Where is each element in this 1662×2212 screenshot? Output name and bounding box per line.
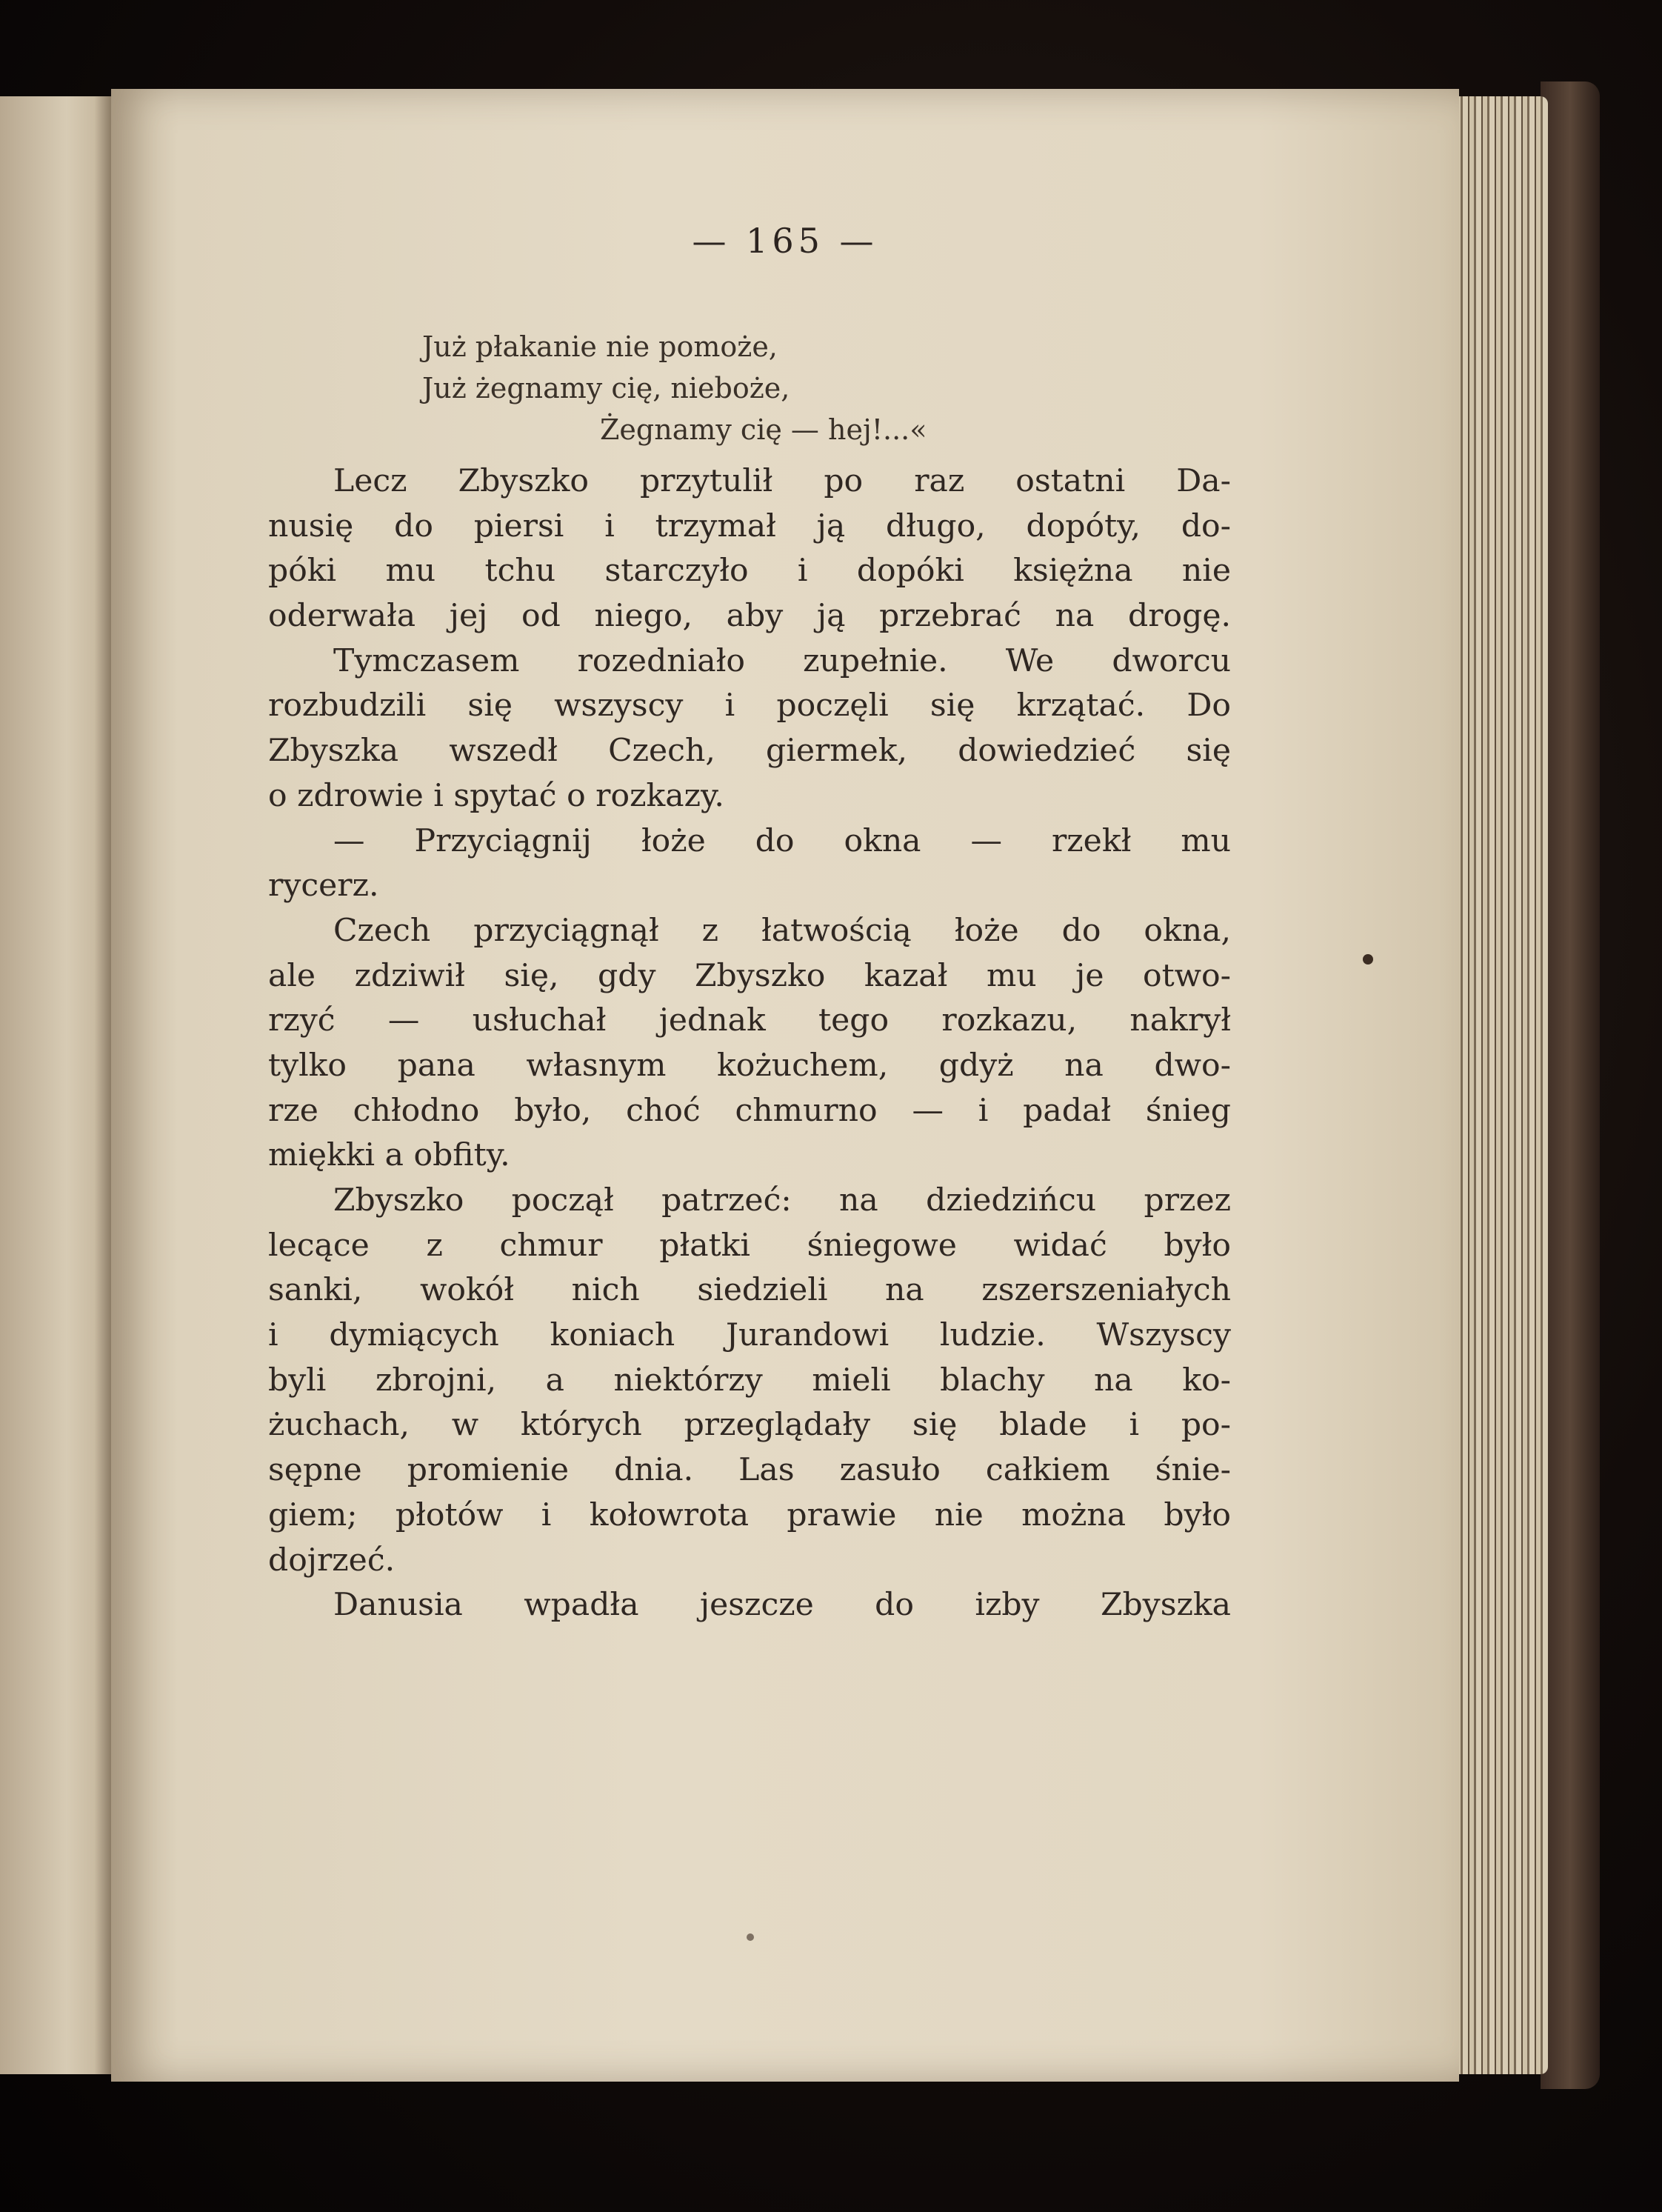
text-line: Danusia wpadła jeszcze do izby Zbyszka (333, 1587, 1231, 1624)
book-page (111, 89, 1459, 2082)
text-line: — Przyciągnij łoże do okna — rzekł mu (333, 822, 1231, 859)
poem-line: Już żegnamy cię, nieboże, (422, 372, 790, 404)
poem-verse (422, 326, 1237, 450)
text-line: Tymczasem rozedniało zupełnie. We dworcu (333, 642, 1231, 679)
text-line: Zbyszka wszedł Czech, giermek, dowiedzieć się (268, 733, 1231, 770)
body-text (268, 459, 1231, 1628)
text-line: dojrzeć. (268, 1542, 396, 1579)
page-number: — 165 — (692, 221, 878, 261)
poem-line: Już płakanie nie pomoże, (422, 330, 778, 363)
text-line: sępne promienie dnia. Las zasuło całkiem śnie- (268, 1452, 1231, 1489)
text-line: póki mu tchu starczyło i dopóki księżna nie (268, 553, 1231, 590)
ink-spot (747, 1933, 754, 1941)
text-line: lecące z chmur płatki śniegowe widać było (268, 1227, 1231, 1264)
text-line: rzyć — usłuchał jednak tego rozkazu, nakrył (268, 1002, 1231, 1039)
poem-line: Żegnamy cię — hej!...« (600, 413, 927, 446)
text-line: miękki a obfity. (268, 1137, 510, 1174)
text-line: oderwała jej od niego, aby ją przebrać na drogę. (268, 598, 1231, 635)
text-line: rozbudzili się wszyscy i poczęli się krzątać. Do (268, 687, 1231, 724)
text-line: rycerz. (268, 867, 379, 905)
text-line: byli zbrojni, a niektórzy mieli blachy na ko- (268, 1362, 1231, 1399)
text-line: ale zdziwił się, gdy Zbyszko kazał mu je otwo- (268, 957, 1231, 994)
text-line: rze chłodno było, choć chmurno — i padał śnieg (268, 1092, 1231, 1129)
text-line: giem; płotów i kołowrota prawie nie można było (268, 1496, 1231, 1533)
text-line: nusię do piersi i trzymał ją długo, dopóty, do- (268, 507, 1231, 544)
ink-spot (1363, 954, 1373, 965)
text-line: Lecz Zbyszko przytulił po raz ostatni Da- (333, 463, 1231, 499)
text-line: o zdrowie i spytać o rozkazy. (268, 777, 724, 814)
previous-page-edge (0, 96, 116, 2074)
text-line: żuchach, w których przeglądały się blade i po- (268, 1407, 1231, 1444)
text-line: sanki, wokół nich siedzieli na zszerszeniałych (268, 1272, 1231, 1309)
book-spine (1541, 81, 1600, 2089)
text-line: Zbyszko począł patrzeć: na dziedzińcu przez (333, 1182, 1231, 1219)
text-line: i dymiących koniach Jurandowi ludzie. Wszyscy (268, 1317, 1231, 1354)
text-line: tylko pana własnym kożuchem, gdyż na dwo- (268, 1047, 1231, 1084)
text-line: Czech przyciągnął z łatwością łoże do okna, (333, 912, 1231, 949)
